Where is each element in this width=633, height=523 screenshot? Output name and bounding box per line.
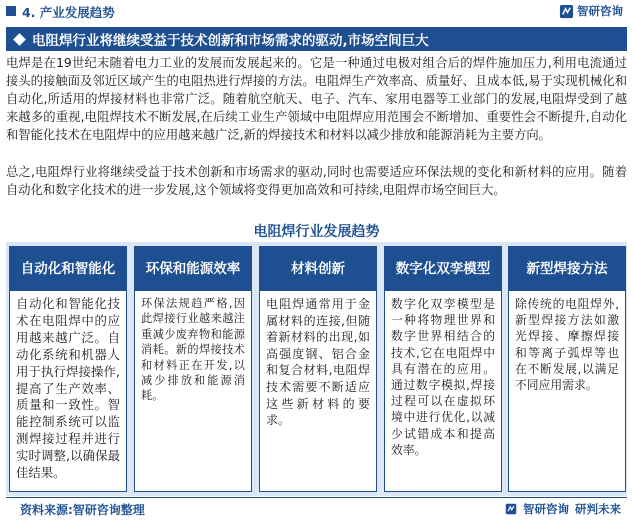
summary-paragraph: 总之,电阻焊行业将继续受益于技术创新和市场需求的驱动,同时也需要适应环保法规的变化和新材料的应用。随着自动化和数字化技术的进一步发展,这个领域将变得更加高效和可持续,电阻焊市场空间巨大。: [6, 165, 627, 197]
trend-card-heading: 新型焊接方法: [509, 247, 625, 291]
trend-card-automation: [9, 246, 127, 492]
source-note: 资料来源:智研咨询整理: [20, 503, 145, 517]
trend-card-environment: [134, 246, 252, 492]
trend-card-digital-twin: [384, 246, 502, 492]
section-title: 4. 产业发展趋势: [22, 5, 115, 20]
footer-logo-icon: [505, 503, 517, 515]
brand-logo-icon: [559, 4, 574, 19]
trends-title: 电阻焊行业发展趋势: [253, 224, 380, 240]
trend-card-heading: 数字化双孪模型: [385, 247, 501, 291]
diamond-icon: [13, 33, 26, 46]
brand-logo-text: 智研咨询: [577, 4, 623, 18]
section-marker: [6, 6, 16, 16]
trend-card-heading: 环保和能源效率: [135, 247, 251, 291]
headline-text: 电阻焊行业将继续受益于技术创新和市场需求的驱动,市场空间巨大: [32, 33, 429, 49]
trend-card-text: 除传统的电阻焊外,新型焊接方法如激光焊接、摩擦焊接和等离子弧焊等也在不断发展,以满足不同应用需求。: [515, 297, 619, 393]
footer-divider: [6, 497, 627, 498]
trend-card-heading: 自动化和智能化: [10, 247, 126, 291]
headline-banner: [6, 27, 627, 51]
trend-card-materials: [259, 246, 377, 492]
trend-card-text: 自动化和智能化技术在电阻焊中的应用越来越广泛。自动化系统和机器人用于执行焊接操作,提高了生产效率、质量和一致性。智能控制系统可以监测焊接过程并进行实时调整,以确保最佳结果。: [16, 296, 120, 481]
header-bar: [0, 0, 633, 22]
trend-card-heading: 材料创新: [260, 247, 376, 291]
footer-logo-right: 研判未来: [575, 502, 621, 516]
trend-card-text: 数字化双孪模型是一种将物理世界和数字世界相结合的技术,它在电阻焊中具有潜在的应用。通过数字模拟,焊接过程可以在虚拟环境中进行优化,以减少试错成本和提高效率。: [391, 297, 495, 457]
trend-card-text: 电阻焊通常用于金属材料的连接,但随着新材料的出现,如高强度钢、铝合金和复合材料,电阻焊技术需要不断适应这些新材料的要求。: [266, 297, 370, 428]
trend-card-text: 环保法规趋严格,因此焊接行业越来越注重减少废弃物和能源消耗。新的焊接技术和材料正在开发,以减少排放和能源消耗。: [141, 297, 245, 403]
footer-logo-left: 智研咨询: [523, 502, 569, 516]
brand-logo: [559, 3, 623, 19]
trend-card-new-methods: [508, 246, 626, 492]
footer-logo: [505, 501, 621, 517]
intro-paragraph: 电焊是在19世纪末随着电力工业的发展而发展起来的。它是一种通过电极对组合后的焊件施加压力,利用电流通过接头的接触面及邻近区域产生的电阻热进行焊接的方法。电阻焊生产效率高、质量好、且成本低,易于实现机械化和自动化,所适用的焊接材料也非常广泛。随着航空航天、电子、汽车、家用电器等工业部门的发展,电阻焊受到了越来越多的重视,电阻焊技术不断发展,在后续工业生产领域中电阻焊应用范围会不断增加、重要性会不断提升,自动化和智能化技术在电阻焊中的应用越来越广泛,新的焊接技术和材料以减少排放和能源消耗为主要方向。: [6, 56, 627, 142]
